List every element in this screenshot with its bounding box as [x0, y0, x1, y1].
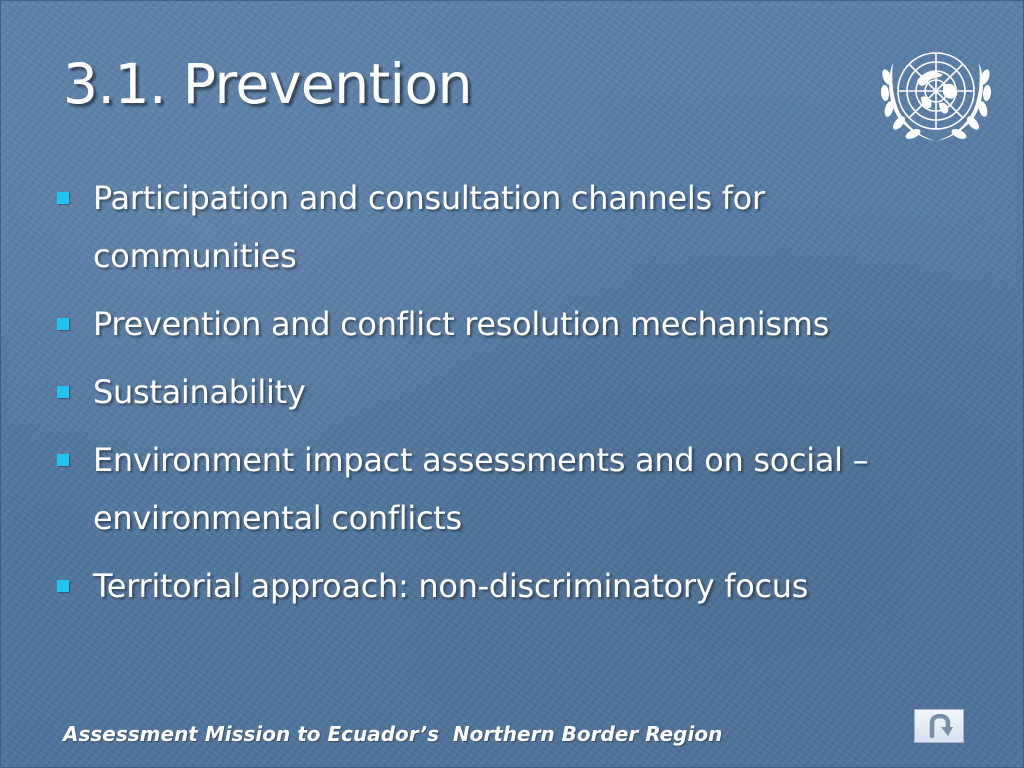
bullet-text: Participation and consultation channels for communities — [93, 179, 765, 275]
bullet-list — [57, 169, 977, 625]
return-arrow-icon — [927, 714, 953, 738]
bullet-item — [57, 363, 977, 421]
square-bullet-icon — [57, 318, 69, 330]
square-bullet-icon — [57, 580, 69, 592]
bullet-item — [57, 295, 977, 353]
bullet-item — [57, 431, 977, 547]
bullet-text: Territorial approach: non-discriminatory focus — [93, 567, 809, 605]
slide-title: 3.1. Prevention — [63, 52, 472, 116]
square-bullet-icon — [57, 386, 69, 398]
bullet-item — [57, 169, 977, 285]
slide-footer: Assessment Mission to Ecuador’s Northern Border Region — [63, 722, 723, 746]
bullet-item — [57, 557, 977, 615]
un-emblem-icon — [873, 41, 999, 151]
bullet-text: Sustainability — [93, 373, 306, 411]
square-bullet-icon — [57, 454, 69, 466]
square-bullet-icon — [57, 192, 69, 204]
bullet-text: Prevention and conflict resolution mechanisms — [93, 305, 830, 343]
bullet-text: Environment impact assessments and on social – environmental conflicts — [93, 441, 869, 537]
return-button[interactable] — [914, 709, 964, 743]
